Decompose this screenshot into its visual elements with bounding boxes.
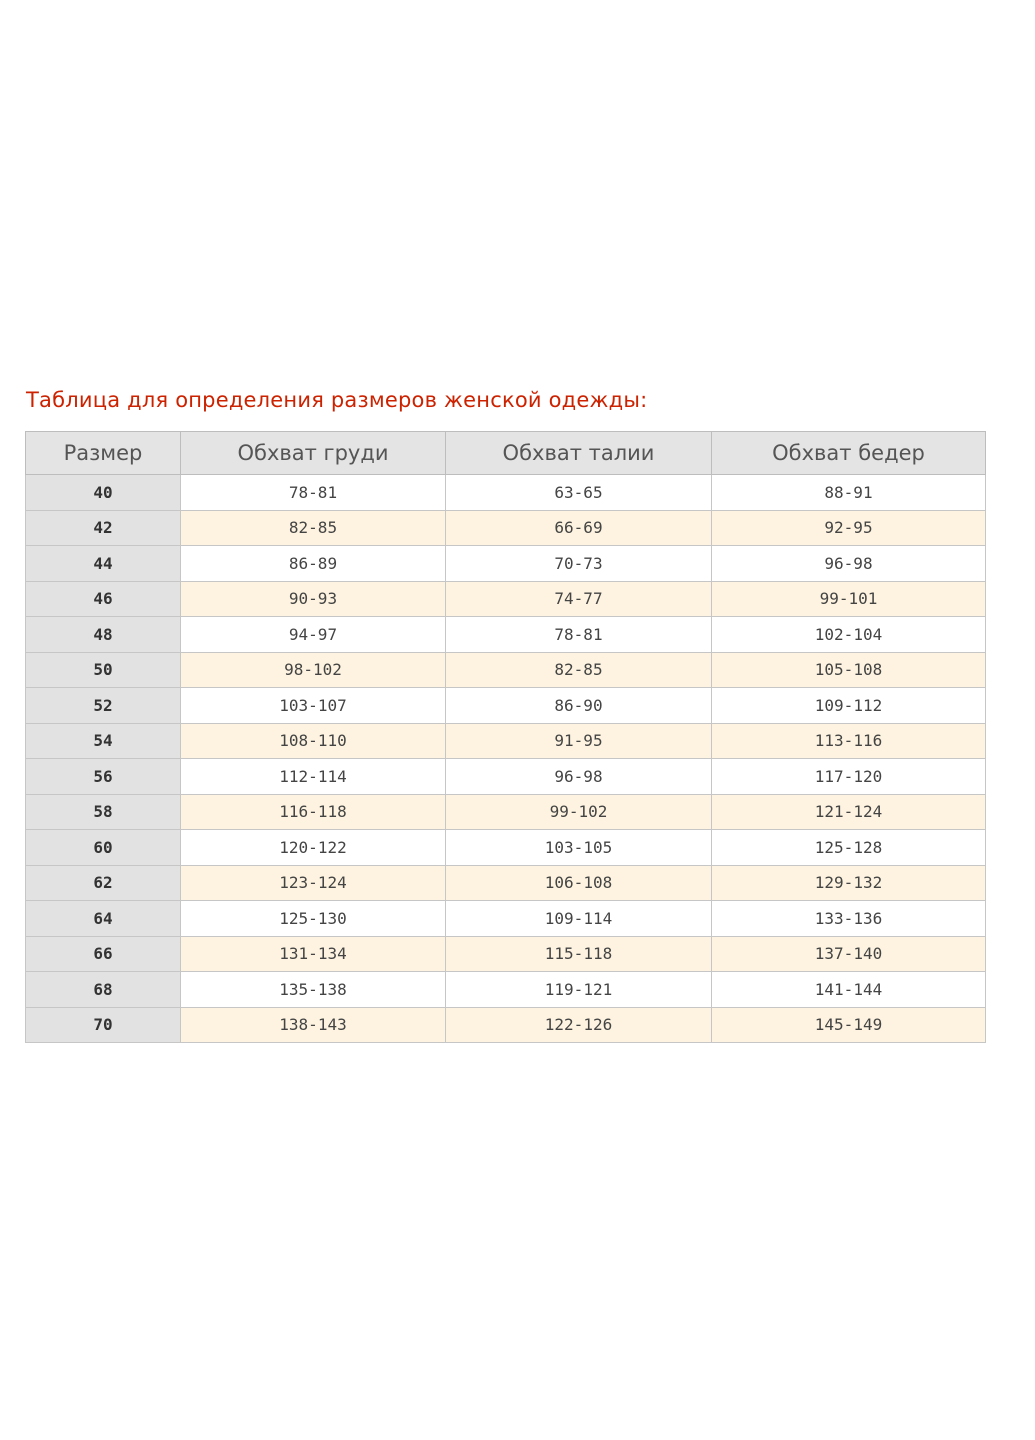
waist-cell: 99-102 bbox=[446, 794, 712, 830]
size-cell: 70 bbox=[26, 1007, 181, 1043]
hips-cell: 125-128 bbox=[712, 830, 986, 866]
chest-cell: 120-122 bbox=[181, 830, 446, 866]
hips-cell: 141-144 bbox=[712, 972, 986, 1008]
waist-cell: 91-95 bbox=[446, 723, 712, 759]
waist-cell: 66-69 bbox=[446, 510, 712, 546]
chest-cell: 90-93 bbox=[181, 581, 446, 617]
waist-cell: 70-73 bbox=[446, 546, 712, 582]
chest-cell: 125-130 bbox=[181, 901, 446, 937]
size-cell: 60 bbox=[26, 830, 181, 866]
hips-cell: 99-101 bbox=[712, 581, 986, 617]
size-cell: 52 bbox=[26, 688, 181, 724]
waist-cell: 78-81 bbox=[446, 617, 712, 653]
table-row bbox=[26, 830, 986, 866]
table-header-row bbox=[26, 432, 986, 475]
size-cell: 68 bbox=[26, 972, 181, 1008]
hips-cell: 88-91 bbox=[712, 475, 986, 511]
size-cell: 58 bbox=[26, 794, 181, 830]
waist-cell: 103-105 bbox=[446, 830, 712, 866]
waist-cell: 122-126 bbox=[446, 1007, 712, 1043]
waist-cell: 115-118 bbox=[446, 936, 712, 972]
chest-cell: 108-110 bbox=[181, 723, 446, 759]
size-cell: 54 bbox=[26, 723, 181, 759]
hips-cell: 145-149 bbox=[712, 1007, 986, 1043]
chest-cell: 138-143 bbox=[181, 1007, 446, 1043]
table-row bbox=[26, 723, 986, 759]
header-hips: Обхват бедер bbox=[712, 432, 986, 475]
table-row bbox=[26, 759, 986, 795]
table-row bbox=[26, 546, 986, 582]
header-chest: Обхват груди bbox=[181, 432, 446, 475]
hips-cell: 105-108 bbox=[712, 652, 986, 688]
hips-cell: 117-120 bbox=[712, 759, 986, 795]
chest-cell: 82-85 bbox=[181, 510, 446, 546]
chest-cell: 135-138 bbox=[181, 972, 446, 1008]
size-cell: 48 bbox=[26, 617, 181, 653]
table-row bbox=[26, 972, 986, 1008]
hips-cell: 92-95 bbox=[712, 510, 986, 546]
waist-cell: 63-65 bbox=[446, 475, 712, 511]
chest-cell: 123-124 bbox=[181, 865, 446, 901]
hips-cell: 109-112 bbox=[712, 688, 986, 724]
waist-cell: 96-98 bbox=[446, 759, 712, 795]
table-row bbox=[26, 510, 986, 546]
table-row bbox=[26, 652, 986, 688]
chest-cell: 116-118 bbox=[181, 794, 446, 830]
table-row bbox=[26, 936, 986, 972]
size-cell: 66 bbox=[26, 936, 181, 972]
hips-cell: 133-136 bbox=[712, 901, 986, 937]
table-row bbox=[26, 688, 986, 724]
waist-cell: 86-90 bbox=[446, 688, 712, 724]
header-waist: Обхват талии bbox=[446, 432, 712, 475]
table-row bbox=[26, 475, 986, 511]
chest-cell: 131-134 bbox=[181, 936, 446, 972]
chest-cell: 103-107 bbox=[181, 688, 446, 724]
hips-cell: 96-98 bbox=[712, 546, 986, 582]
hips-cell: 113-116 bbox=[712, 723, 986, 759]
size-cell: 62 bbox=[26, 865, 181, 901]
table-row bbox=[26, 901, 986, 937]
chest-cell: 86-89 bbox=[181, 546, 446, 582]
hips-cell: 129-132 bbox=[712, 865, 986, 901]
page-title: Таблица для определения размеров женской одежды: bbox=[26, 388, 648, 412]
chest-cell: 78-81 bbox=[181, 475, 446, 511]
size-cell: 42 bbox=[26, 510, 181, 546]
size-cell: 56 bbox=[26, 759, 181, 795]
chest-cell: 112-114 bbox=[181, 759, 446, 795]
hips-cell: 121-124 bbox=[712, 794, 986, 830]
hips-cell: 102-104 bbox=[712, 617, 986, 653]
size-cell: 44 bbox=[26, 546, 181, 582]
table-row bbox=[26, 865, 986, 901]
chest-cell: 94-97 bbox=[181, 617, 446, 653]
hips-cell: 137-140 bbox=[712, 936, 986, 972]
table-row bbox=[26, 581, 986, 617]
table-body bbox=[26, 475, 986, 1043]
waist-cell: 119-121 bbox=[446, 972, 712, 1008]
waist-cell: 106-108 bbox=[446, 865, 712, 901]
table-row bbox=[26, 617, 986, 653]
waist-cell: 109-114 bbox=[446, 901, 712, 937]
chest-cell: 98-102 bbox=[181, 652, 446, 688]
table-row bbox=[26, 794, 986, 830]
size-cell: 64 bbox=[26, 901, 181, 937]
size-chart-table bbox=[25, 431, 986, 1043]
table-row bbox=[26, 1007, 986, 1043]
size-cell: 50 bbox=[26, 652, 181, 688]
waist-cell: 74-77 bbox=[446, 581, 712, 617]
size-cell: 40 bbox=[26, 475, 181, 511]
header-size: Размер bbox=[26, 432, 181, 475]
waist-cell: 82-85 bbox=[446, 652, 712, 688]
size-cell: 46 bbox=[26, 581, 181, 617]
